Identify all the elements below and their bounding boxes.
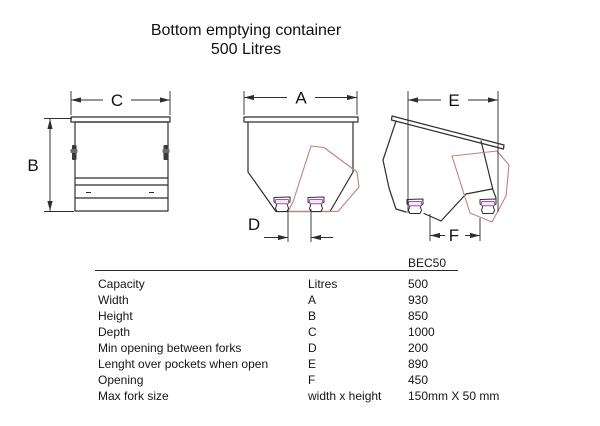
- spec-value: 850: [408, 309, 429, 323]
- dim-label-f: F: [448, 226, 460, 245]
- spec-code: E: [308, 357, 317, 371]
- fork-pocket: [308, 197, 324, 212]
- spec-value: 150mm X 50 mm: [408, 389, 500, 403]
- table-row: [98, 372, 558, 388]
- model-column-header: BEC50: [408, 256, 447, 270]
- front-view-lid: [244, 117, 358, 122]
- spec-table: [98, 276, 558, 404]
- dimension-b: [27, 119, 74, 212]
- spec-label: Depth: [98, 325, 131, 339]
- spec-code: width x height: [308, 389, 382, 403]
- spec-code: B: [308, 309, 317, 323]
- table-row: [98, 340, 558, 356]
- fork-pocket: [407, 199, 423, 214]
- table-row: [98, 388, 558, 404]
- spec-label: Lenght over pockets when open: [98, 357, 269, 371]
- dimension-c: [71, 91, 170, 115]
- table-header-rule: [95, 270, 458, 271]
- dim-label-b: B: [27, 156, 39, 175]
- spec-label: Max fork size: [98, 389, 169, 403]
- dimension-d: [248, 209, 333, 242]
- page-title-line1: Bottom emptying container: [150, 22, 342, 39]
- dimension-f: [430, 214, 480, 245]
- spec-value: 1000: [408, 325, 435, 339]
- open-view-drawing: [383, 91, 509, 245]
- spec-value: 200: [408, 341, 429, 355]
- spec-value: 450: [408, 373, 429, 387]
- page-title-line2: 500 Litres: [210, 41, 282, 58]
- spec-label: Height: [98, 309, 133, 323]
- open-flap-outline-side: [452, 151, 509, 222]
- table-row: [98, 308, 558, 324]
- dim-label-c: C: [110, 91, 124, 110]
- spec-value: 930: [408, 293, 429, 307]
- side-view-bottom-bands: [75, 178, 168, 198]
- table-row: [98, 292, 558, 308]
- spec-code: F: [308, 373, 316, 387]
- side-view-lid: [71, 117, 170, 122]
- spec-code: A: [308, 293, 317, 307]
- dim-label-d: D: [247, 215, 261, 234]
- table-row: [98, 276, 558, 292]
- fork-pocket: [480, 199, 496, 214]
- dim-label-e: E: [448, 91, 460, 110]
- front-view-drawing: [244, 89, 359, 243]
- spec-value: 500: [408, 277, 429, 291]
- left-latch: [71, 145, 78, 160]
- dimension-a: [244, 89, 357, 116]
- spec-label: Width: [98, 293, 129, 307]
- side-view-drawing: [27, 91, 170, 212]
- spec-label: Opening: [98, 373, 144, 387]
- spec-code: D: [308, 341, 317, 355]
- open-view-left-edge: [383, 121, 406, 212]
- open-view-bottom-edge: [424, 214, 441, 222]
- table-row: [98, 324, 558, 340]
- spec-label: Min opening between forks: [98, 341, 242, 355]
- spec-code: Litres: [308, 277, 338, 291]
- spec-value: 890: [408, 357, 429, 371]
- dim-label-a: A: [295, 88, 307, 108]
- spec-code: C: [308, 325, 317, 339]
- front-view-body: [248, 122, 353, 212]
- table-row: [98, 356, 558, 372]
- spec-label: Capacity: [98, 277, 145, 291]
